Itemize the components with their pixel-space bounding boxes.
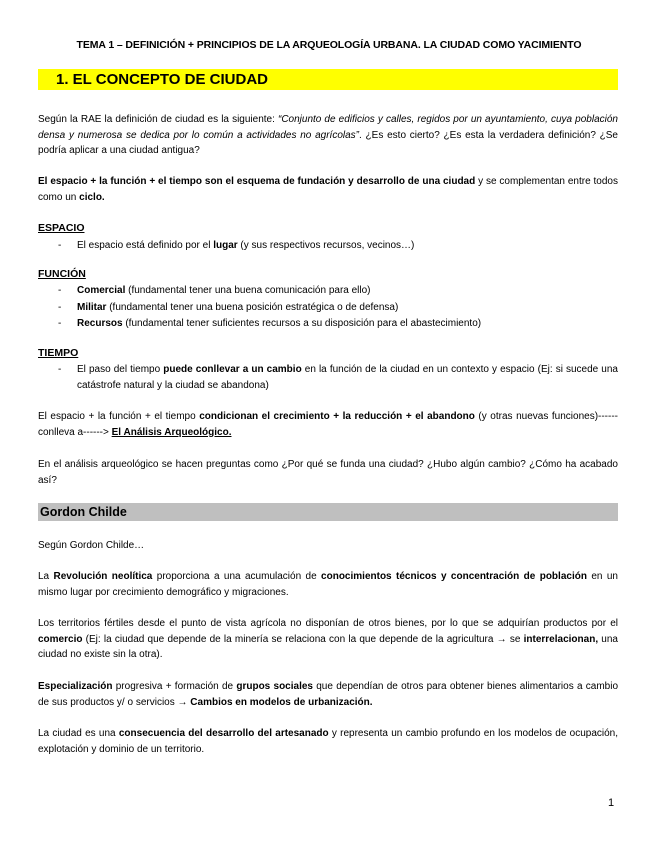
paragraph-consecuencia: La ciudad es una consecuencia del desarrollo del artesanado y representa un cambio profundo en los modelos de ocupación, explotación y dominio de un territorio. xyxy=(38,728,619,755)
paragraph-territorios: Los territorios fértiles desde el punto de vista agrícola no disponían de otros bienes, por lo que se adquirían productos por el comercio (Ej: la ciudad que depende de la minería se relaciona con la que depende de la agricultura → se interrelacionan, una ciudad no existe sin la otra). xyxy=(38,618,618,660)
section-heading-concepto-ciudad xyxy=(38,69,618,90)
paragraph-especializacion: Especialización progresiva + formación de grupos sociales que dependían de otros para obtener bienes alimentarios a cambio de sus productos y/ o servicios → Cambios en modelos de urbanización. xyxy=(38,681,619,708)
document-header: TEMA 1 – DEFINICIÓN + PRINCIPIOS DE LA ARQUEOLOGÍA URBANA. LA CIUDAD COMO YACIMIENTO xyxy=(76,39,582,51)
paragraph-rae-definition: Según la RAE la definición de ciudad es la siguiente: “Conjunto de edificios y calles, regidos por un ayuntamiento, cuya población densa y numerosa se dedica por lo común a actividades no agrícolas”. ¿Es esto cierto? ¿Es esta la verdadera definición? ¿Se podría aplicar a una ciudad antigua? xyxy=(38,114,618,156)
subheading-funcion: FUNCIÓN xyxy=(38,268,86,280)
list-item: - Comercial (fundamental tener una buena comunicación para ello) xyxy=(58,285,371,296)
paragraph-condicionan: El espacio + la función + el tiempo condicionan el crecimiento + la reducción + el abandono (y otras nuevas funciones)------ conlleva a------> El Análisis Arqueológico. xyxy=(38,411,618,438)
section-heading-gordon-childe: Gordon Childe xyxy=(38,503,618,521)
section-heading-text: 1. EL CONCEPTO DE CIUDAD xyxy=(56,71,268,88)
rae-quote: “Conjunto de edificios y calles, regidos por un ayuntamiento, cuya población densa y numerosa se dedica por lo común a actividades no agrícolas” xyxy=(38,114,618,141)
list-item: - El paso del tiempo puede conllevar a un cambio en la función de la ciudad en un contexto y espacio (Ej: si sucede una catástrofe natural y la ciudad se abandona) xyxy=(58,364,618,391)
paragraph-analisis: En el análisis arqueológico se hacen preguntas como ¿Por qué se funda una ciudad? ¿Hubo algún cambio? ¿Cómo ha acabado así? xyxy=(38,459,618,486)
subheading-espacio: ESPACIO xyxy=(38,222,85,234)
paragraph-esquema: El espacio + la función + el tiempo son el esquema de fundación y desarrollo de una ciudad y se complementan entre todos como un ciclo. xyxy=(38,176,618,203)
paragraph-childe-intro: Según Gordon Childe… xyxy=(38,540,145,551)
list-item: - El espacio está definido por el lugar (y sus respectivos recursos, vecinos…) xyxy=(58,240,415,251)
list-item: - Recursos (fundamental tener suficientes recursos a su disposición para el abastecimiento) xyxy=(58,318,482,329)
subheading-tiempo: TIEMPO xyxy=(38,347,79,359)
analisis-arqueologico-text: El Análisis Arqueológico. xyxy=(111,426,232,438)
paragraph-revolucion: La Revolución neolítica proporciona a una acumulación de conocimientos técnicos y concentración de población en un mismo lugar por crecimiento demográfico y migraciones. xyxy=(38,571,618,598)
list-item: - Militar (fundamental tener una buena posición estratégica o de defensa) xyxy=(58,302,399,313)
page-number: 1 xyxy=(608,797,615,809)
